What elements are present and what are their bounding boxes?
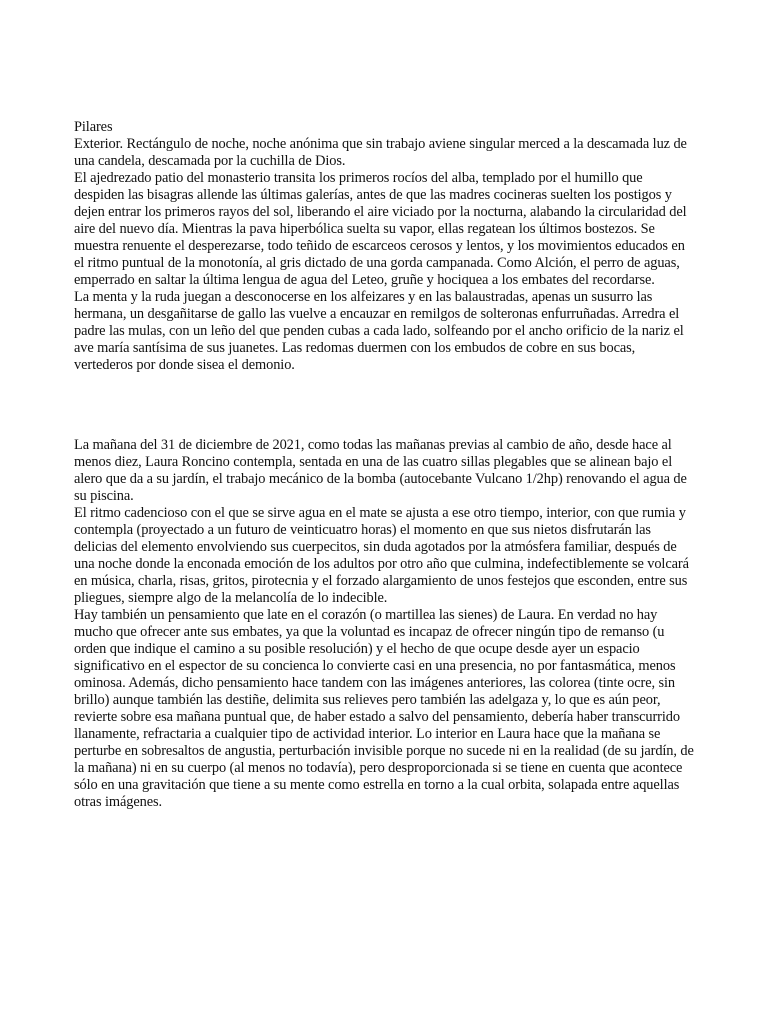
section-laura (74, 437, 696, 811)
section-pilares (74, 119, 696, 374)
paragraph: Exterior. Rectángulo de noche, noche anónima que sin trabajo aviene singular merced a la descamada luz de una candela, descamada por la cuchilla de Dios. (74, 136, 687, 169)
paragraph: La mañana del 31 de diciembre de 2021, como todas las mañanas previas al cambio de año, desde hace al menos diez, Laura Roncino contempla, sentada en una de las cuatro sillas plegables que se alinean bajo el alero que da a su jardín, el trabajo mecánico de la bomba (autocebante Vulcano 1/2hp) renovando el agua de su piscina. (74, 437, 687, 504)
section-title: Pilares (74, 119, 113, 135)
paragraph: La menta y la ruda juegan a desconocerse en los alfeizares y en las balaustradas, apenas un susurro las hermana, un desgañitarse de gallo las vuelve a encauzar en remilgos de solteronas enfurruñadas. Arredra el padre las mulas, con un leño del que penden cubas a cada lado, solfeando por el ancho orificio de la nariz el ave maría santísima de sus juanetes. Las redomas duermen con los embudos de cobre en sus bocas, vertederos por donde sisea el demonio. (74, 289, 684, 373)
paragraph: El ritmo cadencioso con el que se sirve agua en el mate se ajusta a ese otro tiempo, interior, con que rumia y contempla (proyectado a un futuro de veinticuatro horas) el momento en que sus nietos disfrutarán las delicias del elemento envolviendo sus cuerpecitos, sin duda agotados por la atmósfera familiar, después de una noche donde la enconada emoción de los adultos por otro año que culmina, indefectiblemente se volcará en música, charla, risas, gritos, pirotecnia y el forzado alargamiento de unos festejos que esconden, entre sus pliegues, siempre algo de la melancolía de lo indecible. (74, 505, 689, 606)
paragraph: El ajedrezado patio del monasterio transita los primeros rocíos del alba, templado por el humillo que despiden las bisagras allende las últimas galerías, antes de que las madres cocineras suelten los postigos y dejen entrar los primeros rayos del sol, liberando el aire viciado por la nocturna, alabando la circularidad del aire del nuevo día. Mientras la pava hiperbólica suelta su vapor, ellas regatean los últimos bostezos. Se muestra renuente el desperezarse, todo teñido de escarceos cerosos y lentos, y los movimientos educados en el ritmo puntual de la monotonía, al gris dictado de una gorda campanada. Como Alción, el perro de aguas, emperrado en saltar la última lengua de agua del Leteo, gruñe y hociquea a los embates del recordarse. (74, 170, 687, 288)
paragraph: Hay también un pensamiento que late en el corazón (o martillea las sienes) de Laura. En verdad no hay mucho que ofrecer ante sus embates, ya que la voluntad es incapaz de ofrecer ningún tipo de remanso (u orden que indique el camino a su posible resolución) y el hecho de que ocupe desde ayer un espacio significativo en el espector de su concienca lo convierte casi en una presencia, no por fantasmática, menos ominosa. Además, dicho pensamiento hace tandem con las imágenes anteriores, las colorea (tinte ocre, sin brillo) aunque también las destiñe, delimita sus relieves pero también las adelgaza y, lo que es aún peor, revierte sobre esa mañana puntual que, de haber estado a salvo del pensamiento, debería haber transcurrido llanamente, refractaria a cualquier tipo de actividad interior. Lo interior en Laura hace que la mañana se perturbe en sobresaltos de angustia, perturbación invisible porque no sucede ni en la realidad (de su jardín, de la mañana) ni en su cuerpo (al menos no todavía), pero desproporcionada si se tiene en cuenta que acontece sólo en una gravitación que tiene a su mente como estrella en torno a la cual orbita, solapada entre aquellas otras imágenes. (74, 607, 694, 810)
